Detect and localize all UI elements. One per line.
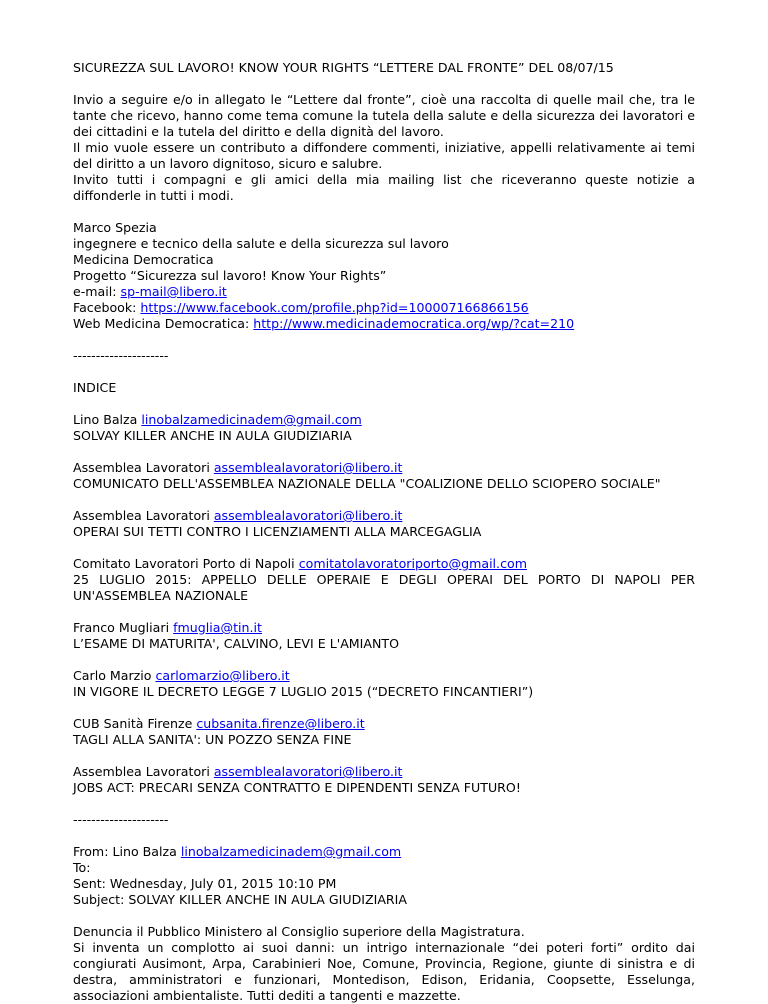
intro-paragraph-1: Invio a seguire e/o in allegato le “Lettere dal fronte”, cioè una raccolta di quelle mail che, tra le tante che ricevo, hanno come tema comune la tutela della salute e della sicurezza dei lavoratori e dei cittadini e la tutela del diritto e della dignità del lavoro.: [73, 92, 695, 139]
message-subject-line: Subject: SOLVAY KILLER ANCHE IN AULA GIUDIZIARIA: [73, 892, 408, 907]
spacer: [73, 444, 695, 460]
spacer: [73, 748, 695, 764]
index-entry-subject: TAGLI ALLA SANITA': UN POZZO SENZA FINE: [73, 732, 352, 747]
signature-project: Progetto “Sicurezza sul lavoro! Know Your Rights”: [73, 268, 387, 283]
spacer: [73, 396, 695, 412]
spacer: [73, 700, 695, 716]
signature-email-link[interactable]: sp-mail@libero.it: [120, 284, 227, 299]
index-entry-sender-line: [73, 460, 695, 476]
index-entry-sender: Franco Mugliari: [73, 620, 174, 635]
separator-line: ---------------------: [73, 812, 169, 827]
message-from-email-link[interactable]: linobalzamedicinadem@gmail.com: [180, 844, 402, 859]
index-entry: [73, 668, 695, 700]
spacer: [73, 332, 695, 348]
index-entry-sender-line: [73, 412, 695, 428]
index-entry-email-link[interactable]: assemblealavoratori@libero.it: [213, 764, 403, 779]
index-entry-sender-line: [73, 620, 695, 636]
index-entry: [73, 412, 695, 444]
signature-block: [73, 220, 695, 332]
signature-web-link[interactable]: http://www.medicinademocratica.org/wp/?cat=210: [253, 316, 575, 331]
index-entry-email-link[interactable]: linobalzamedicinadem@gmail.com: [141, 412, 362, 427]
message-sent-line: Sent: Wednesday, July 01, 2015 10:10 PM: [73, 876, 337, 891]
index-entry: [73, 508, 695, 540]
document-title: SICUREZZA SUL LAVORO! KNOW YOUR RIGHTS “LETTERE DAL FRONTE” DEL 08/07/15: [73, 60, 614, 75]
index-entry: [73, 620, 695, 652]
email-label: e-mail:: [73, 284, 121, 299]
index-list: [73, 412, 695, 796]
index-entry-email-link[interactable]: comitatolavoratoriporto@gmail.com: [298, 556, 527, 571]
spacer: [73, 604, 695, 620]
signature-facebook-link[interactable]: https://www.facebook.com/profile.php?id=100007166866156: [140, 300, 529, 315]
index-entry-email-link[interactable]: cubsanita.firenze@libero.it: [196, 716, 365, 731]
spacer: [73, 828, 695, 844]
index-entry-subject: SOLVAY KILLER ANCHE IN AULA GIUDIZIARIA: [73, 428, 352, 443]
separator-line: ---------------------: [73, 348, 169, 363]
signature-role: ingegnere e tecnico della salute e della sicurezza sul lavoro: [73, 236, 449, 251]
web-label: Web Medicina Democratica:: [73, 316, 254, 331]
index-entry: [73, 764, 695, 796]
intro-paragraph-2: Il mio vuole essere un contributo a diffondere commenti, iniziative, appelli relativamente ai temi del diritto a un lavoro dignitoso, sicuro e salubre.: [73, 140, 695, 171]
spacer: [73, 652, 695, 668]
message-to-line: To:: [73, 860, 91, 875]
spacer: [73, 908, 695, 924]
message-body-paragraph-2: Si inventa un complotto ai suoi danni: un intrigo internazionale “dei poteri forti” ordito dai congiurati Ausimont, Arpa, Carabinieri Noe, Comune, Provincia, Regione, giunte di sinistra e di destra, amministratori e funzionari, Montedison, Edison, Eridania, Coopsette, Esselunga, associazioni ambientaliste. Tutti dediti a tangenti e mazzette.: [73, 940, 695, 1003]
document-page: [73, 60, 695, 1004]
email-message: [73, 844, 695, 1004]
message-from-label: From: Lino Balza: [73, 844, 181, 859]
index-entry-email-link[interactable]: assemblealavoratori@libero.it: [213, 460, 403, 475]
intro-paragraph-3: Invito tutti i compagni e gli amici della mia mailing list che riceveranno queste notizie a diffonderle in tutti i modi.: [73, 172, 695, 203]
index-entry-subject: 25 LUGLIO 2015: APPELLO DELLE OPERAIE E DEGLI OPERAI DEL PORTO DI NAPOLI PER UN'ASSEMBLEA NAZIONALE: [73, 572, 695, 603]
signature-email-line: [73, 284, 695, 300]
index-entry-sender: Carlo Marzio: [73, 668, 156, 683]
index-entry-sender: CUB Sanità Firenze: [73, 716, 197, 731]
signature-facebook-line: [73, 300, 695, 316]
index-entry-sender: Assemblea Lavoratori: [73, 764, 214, 779]
index-entry-subject: OPERAI SUI TETTI CONTRO I LICENZIAMENTI ALLA MARCEGAGLIA: [73, 524, 482, 539]
spacer: [73, 76, 695, 92]
spacer: [73, 540, 695, 556]
index-entry-sender: Assemblea Lavoratori: [73, 508, 214, 523]
signature-org: Medicina Democratica: [73, 252, 214, 267]
index-entry-subject: IN VIGORE IL DECRETO LEGGE 7 LUGLIO 2015 (“DECRETO FINCANTIERI”): [73, 684, 534, 699]
index-entry-subject: L’ESAME DI MATURITA', CALVINO, LEVI E L'AMIANTO: [73, 636, 400, 651]
index-entry-sender: Assemblea Lavoratori: [73, 460, 214, 475]
index-entry: [73, 556, 695, 604]
index-entry-sender-line: [73, 556, 695, 572]
message-from-line: [73, 844, 695, 860]
index-heading: INDICE: [73, 380, 117, 395]
index-entry-sender: Comitato Lavoratori Porto di Napoli: [73, 556, 299, 571]
signature-web-line: [73, 316, 695, 332]
index-entry: [73, 460, 695, 492]
spacer: [73, 796, 695, 812]
index-entry-subject: JOBS ACT: PRECARI SENZA CONTRATTO E DIPENDENTI SENZA FUTURO!: [73, 780, 521, 795]
index-entry-sender: Lino Balza: [73, 412, 142, 427]
index-entry-sender-line: [73, 764, 695, 780]
index-entry-sender-line: [73, 668, 695, 684]
signature-name: Marco Spezia: [73, 220, 157, 235]
index-entry-email-link[interactable]: assemblealavoratori@libero.it: [213, 508, 403, 523]
facebook-label: Facebook:: [73, 300, 141, 315]
spacer: [73, 204, 695, 220]
index-entry-email-link[interactable]: carlomarzio@libero.it: [155, 668, 290, 683]
message-body-paragraph-1: Denuncia il Pubblico Ministero al Consiglio superiore della Magistratura.: [73, 924, 525, 939]
index-entry: [73, 716, 695, 748]
index-entry-sender-line: [73, 716, 695, 732]
spacer: [73, 492, 695, 508]
spacer: [73, 364, 695, 380]
index-entry-email-link[interactable]: fmuglia@tin.it: [173, 620, 262, 635]
index-entry-sender-line: [73, 508, 695, 524]
index-entry-subject: COMUNICATO DELL'ASSEMBLEA NAZIONALE DELLA "COALIZIONE DELLO SCIOPERO SOCIALE": [73, 476, 661, 491]
